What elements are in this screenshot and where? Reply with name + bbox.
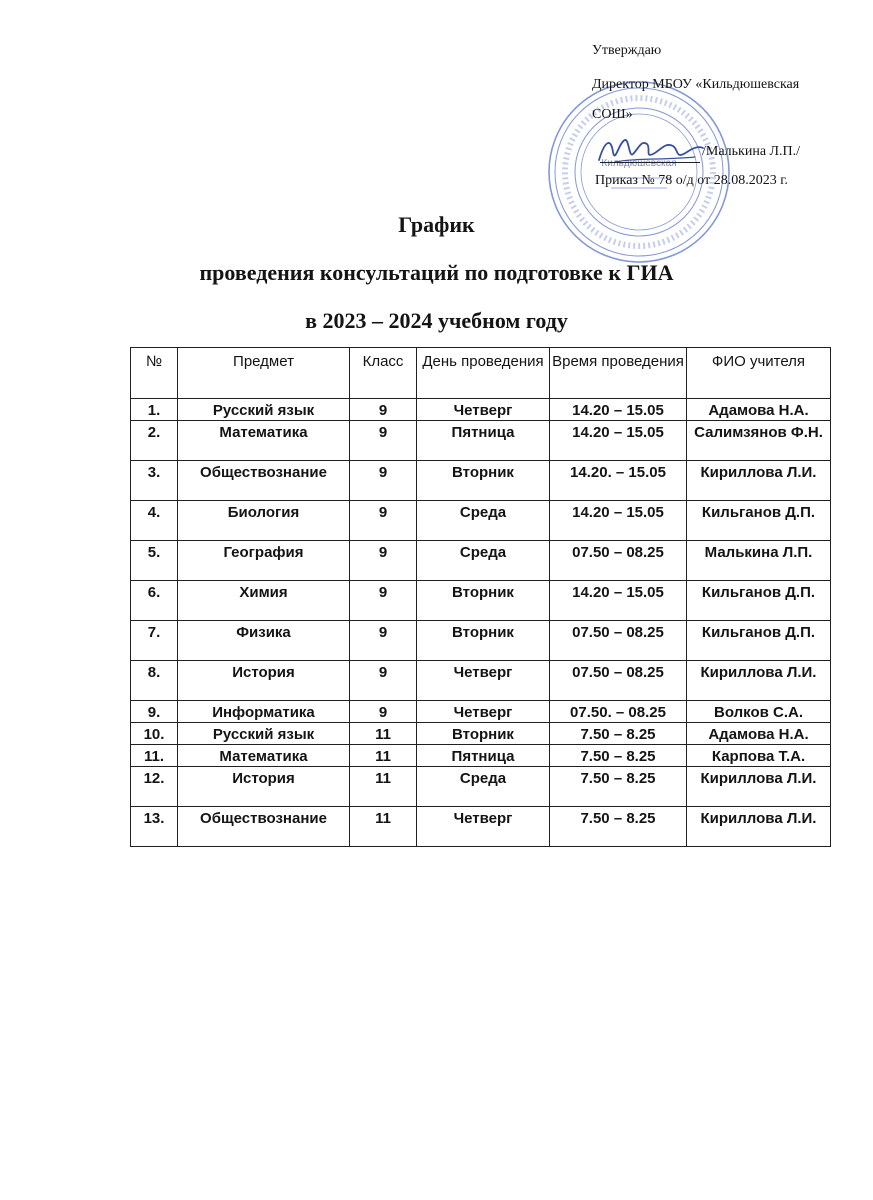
cell-time: 7.50 – 8.25 (550, 807, 687, 847)
cell-teacher: Кириллова Л.И. (687, 461, 831, 501)
cell-subject: Русский язык (178, 399, 350, 421)
cell-grade: 9 (350, 661, 417, 701)
table-row (131, 701, 831, 723)
cell-teacher: Кильганов Д.П. (687, 621, 831, 661)
approval-director-name: /Малькина Л.П./ (702, 144, 801, 159)
cell-subject: Математика (178, 745, 350, 767)
cell-number: 3. (131, 461, 178, 501)
document-year: в 2023 – 2024 учебном году (305, 308, 568, 333)
cell-time: 7.50 – 8.25 (550, 767, 687, 807)
header-time: Время проведения (550, 348, 687, 399)
cell-day: Вторник (417, 621, 550, 661)
cell-grade: 9 (350, 421, 417, 461)
cell-day: Четверг (417, 399, 550, 421)
cell-grade: 11 (350, 745, 417, 767)
cell-teacher: Кириллова Л.И. (687, 661, 831, 701)
cell-subject: Информатика (178, 701, 350, 723)
table-row (131, 541, 831, 581)
cell-day: Среда (417, 541, 550, 581)
cell-time: 14.20 – 15.05 (550, 581, 687, 621)
header-number: № (131, 348, 178, 399)
header-day: День проведения (417, 348, 550, 399)
cell-number: 13. (131, 807, 178, 847)
cell-day: Среда (417, 501, 550, 541)
cell-teacher: Кириллова Л.И. (687, 807, 831, 847)
cell-day: Четверг (417, 661, 550, 701)
cell-subject: Обществознание (178, 807, 350, 847)
cell-day: Среда (417, 767, 550, 807)
cell-time: 14.20 – 15.05 (550, 399, 687, 421)
cell-number: 5. (131, 541, 178, 581)
table-row (131, 581, 831, 621)
cell-subject: Биология (178, 501, 350, 541)
cell-teacher: Адамова Н.А. (687, 723, 831, 745)
cell-number: 8. (131, 661, 178, 701)
cell-subject: Физика (178, 621, 350, 661)
cell-number: 7. (131, 621, 178, 661)
cell-number: 6. (131, 581, 178, 621)
cell-grade: 9 (350, 501, 417, 541)
cell-grade: 9 (350, 701, 417, 723)
header-subject: Предмет (178, 348, 350, 399)
cell-teacher: Адамова Н.А. (687, 399, 831, 421)
cell-grade: 9 (350, 621, 417, 661)
signature-line (600, 162, 700, 163)
cell-number: 1. (131, 399, 178, 421)
cell-teacher: Кильганов Д.П. (687, 501, 831, 541)
cell-grade: 9 (350, 399, 417, 421)
cell-subject: География (178, 541, 350, 581)
cell-day: Пятница (417, 745, 550, 767)
cell-teacher: Волков С.А. (687, 701, 831, 723)
document-subtitle: проведения консультаций по подготовке к ГИА (199, 260, 674, 285)
cell-day: Четверг (417, 807, 550, 847)
cell-number: 12. (131, 767, 178, 807)
table-row (131, 501, 831, 541)
header-teacher: ФИО учителя (687, 348, 831, 399)
approval-school-name: СОШ» (592, 107, 633, 122)
cell-subject: Химия (178, 581, 350, 621)
cell-number: 11. (131, 745, 178, 767)
table-row (131, 399, 831, 421)
cell-grade: 11 (350, 807, 417, 847)
cell-day: Пятница (417, 421, 550, 461)
cell-day: Вторник (417, 723, 550, 745)
cell-teacher: Салимзянов Ф.Н. (687, 421, 831, 461)
cell-grade: 9 (350, 461, 417, 501)
cell-grade: 11 (350, 767, 417, 807)
cell-grade: 9 (350, 541, 417, 581)
table-row (131, 461, 831, 501)
cell-subject: Русский язык (178, 723, 350, 745)
cell-teacher: Кириллова Л.И. (687, 767, 831, 807)
cell-time: 7.50 – 8.25 (550, 745, 687, 767)
cell-time: 14.20. – 15.05 (550, 461, 687, 501)
header-grade: Класс (350, 348, 417, 399)
document-title: График (398, 212, 475, 237)
cell-time: 07.50. – 08.25 (550, 701, 687, 723)
table-row (131, 745, 831, 767)
cell-day: Четверг (417, 701, 550, 723)
cell-subject: Обществознание (178, 461, 350, 501)
approval-heading: Утверждаю (592, 43, 662, 58)
cell-day: Вторник (417, 581, 550, 621)
cell-number: 2. (131, 421, 178, 461)
cell-teacher: Малькина Л.П. (687, 541, 831, 581)
cell-grade: 9 (350, 581, 417, 621)
cell-time: 7.50 – 8.25 (550, 723, 687, 745)
table-header-row (131, 348, 831, 399)
cell-time: 07.50 – 08.25 (550, 621, 687, 661)
cell-time: 14.20 – 15.05 (550, 501, 687, 541)
cell-teacher: Кильганов Д.П. (687, 581, 831, 621)
approval-order: Приказ № 78 о/д от 28.08.2023 г. (595, 173, 788, 188)
cell-teacher: Карпова Т.А. (687, 745, 831, 767)
cell-day: Вторник (417, 461, 550, 501)
consultation-schedule-table (130, 347, 831, 847)
approval-director-position: Директор МБОУ «Кильдюшевская (592, 77, 800, 92)
cell-time: 14.20 – 15.05 (550, 421, 687, 461)
table-row (131, 767, 831, 807)
cell-number: 4. (131, 501, 178, 541)
cell-time: 07.50 – 08.25 (550, 661, 687, 701)
stamp-center-text: Кильдюшевская (601, 158, 677, 169)
director-signature (595, 130, 705, 170)
cell-time: 07.50 – 08.25 (550, 541, 687, 581)
cell-number: 9. (131, 701, 178, 723)
table-row (131, 723, 831, 745)
table-row (131, 421, 831, 461)
cell-number: 10. (131, 723, 178, 745)
cell-subject: История (178, 661, 350, 701)
cell-subject: История (178, 767, 350, 807)
table-row (131, 807, 831, 847)
table-row (131, 621, 831, 661)
table-row (131, 661, 831, 701)
cell-grade: 11 (350, 723, 417, 745)
cell-subject: Математика (178, 421, 350, 461)
